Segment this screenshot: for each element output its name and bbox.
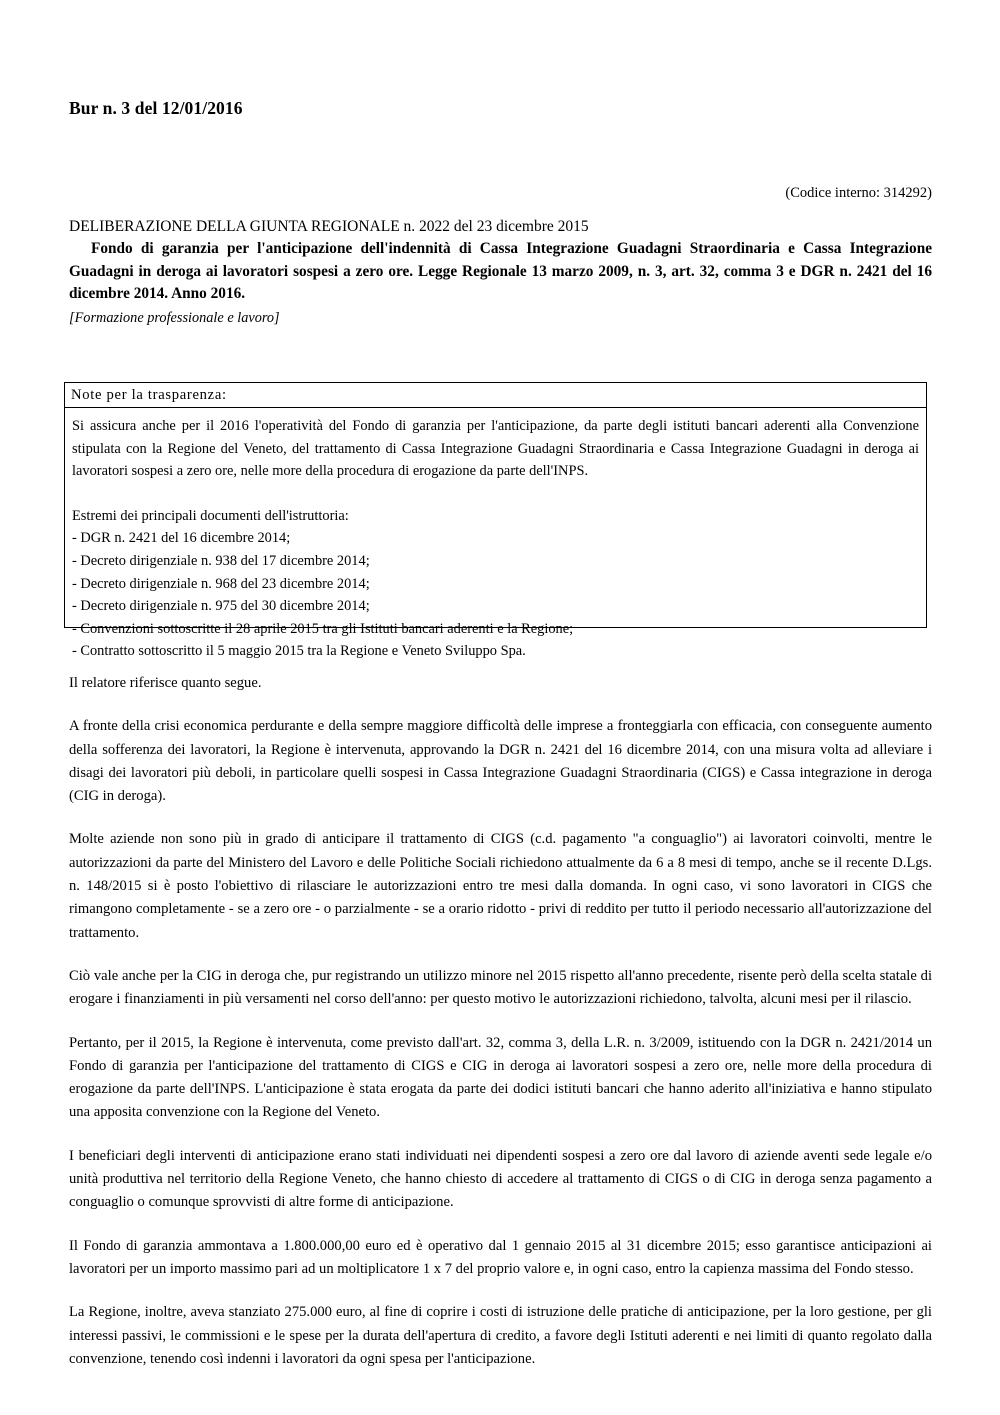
body-paragraph: Molte aziende non sono più in grado di anticipare il trattamento di CIGS (c.d. pagamento "a conguaglio") ai lavoratori coinvolti, mentre le autorizzazioni da parte del Ministero del Lavoro e delle Politiche Sociali richiedono attualmente da 6 a 8 mesi di tempo, anche se il recente D.Lgs. n. 148/2015 si è posto l'obiettivo di rilasciare le autorizzazioni entro tre mesi dalla domanda. In ogni caso, vi sono lavoratori in CIGS che rimangono completamente - se a zero ore - o parzialmente - se a orario ridotto - privi di reddito per tutto il periodo necessario all'autorizzazione del trattamento.: [69, 831, 932, 941]
documents-list-intro: Estremi dei principali documenti dell'istruttoria:: [72, 507, 349, 524]
deliberation-subject-title: Fondo di garanzia per l'anticipazione dell'indennità di Cassa Integrazione Guadagni Straordinaria e Cassa Integrazione Guadagni in deroga ai lavoratori sospesi a zero ore. Legge Regionale 13 marzo 2009, n. 3, art. 32, comma 3 e DGR n. 2421 del 16 dicembre 2014. Anno 2016.: [69, 240, 932, 302]
body-paragraph: Il relatore riferisce quanto segue.: [69, 675, 262, 691]
list-item: - Decreto dirigenziale n. 938 del 17 dicembre 2014;: [72, 552, 370, 569]
transparency-note-header: Note per la trasparenza:: [65, 383, 926, 408]
transparency-note-box: [64, 382, 927, 660]
bulletin-header: Bur n. 3 del 12/01/2016: [69, 98, 243, 118]
body-paragraph: La Regione, inoltre, aveva stanziato 275.000 euro, al fine di coprire i costi di istruzione delle pratiche di anticipazione, per la loro gestione, per gli interessi passivi, le commissioni e le spese per la durata dell'apertura di credito, a favore degli Istituti aderenti e nei limiti di quanto regolato dalla convenzione, tenendo così indenni i lavoratori da ogni spesa per l'anticipazione.: [69, 1304, 932, 1367]
list-item: - DGR n. 2421 del 16 dicembre 2014;: [72, 530, 291, 547]
deliberation-title-block: [69, 216, 932, 328]
body-paragraph: Il Fondo di garanzia ammontava a 1.800.000,00 euro ed è operativo dal 1 gennaio 2015 al 31 dicembre 2015; esso garantisce anticipazioni ai lavoratori per un importo massimo pari ad un moltiplicatore 1 x 7 del proprio valore e, in ogni caso, entro la capienza massima del Fondo stesso.: [69, 1237, 932, 1277]
deliberation-category: [Formazione professionale e lavoro]: [69, 309, 280, 326]
list-item: - Decreto dirigenziale n. 968 del 23 dicembre 2014;: [72, 575, 370, 592]
list-item: - Convenzioni sottoscritte il 28 aprile 2015 tra gli Istituti bancari aderenti e la Regione;: [72, 620, 574, 637]
list-item: - Contratto sottoscritto il 5 maggio 2015 tra la Regione e Veneto Sviluppo Spa.: [72, 643, 526, 660]
body-paragraph: Ciò vale anche per la CIG in deroga che, pur registrando un utilizzo minore nel 2015 rispetto all'anno precedente, risente però della scelta statale di erogare i finanziamenti in più versamenti nel corso dell'anno: per questo motivo le autorizzazioni richiedono, talvolta, alcuni mesi per il rilascio.: [69, 967, 932, 1008]
transparency-note-body: [65, 408, 926, 669]
documents-list: [72, 527, 919, 663]
body-paragraph: Pertanto, per il 2015, la Regione è intervenuta, come previsto dall'art. 32, comma 3, della L.R. n. 3/2009, istituendo con la DGR n. 2421/2014 un Fondo di garanzia per l'anticipazione del trattamento di CIGS e CIG in deroga ai lavoratori sospesi a zero ore, nelle more della procedura di erogazione da parte dell'INPS. L'anticipazione è stata erogata da parte dei dodici istituti bancari che hanno aderito all'iniziativa e hanno stipulato una apposita convenzione con la Regione del Veneto.: [69, 1034, 932, 1121]
transparency-note-paragraph: Si assicura anche per il 2016 l'operatività del Fondo di garanzia per l'anticipazione, da parte degli istituti bancari aderenti alla Convenzione stipulata con la Regione del Veneto, del trattamento di Cassa Integrazione Guadagni Straordinaria e Cassa Integrazione Guadagni in deroga ai lavoratori sospesi a zero ore, nelle more della procedura di erogazione da parte dell'INPS.: [72, 418, 919, 480]
body-paragraph: I beneficiari degli interventi di anticipazione erano stati individuati nei dipendenti sospesi a zero ore dal lavoro di aziende aventi sede legale e/o unità produttiva nel territorio della Regione Veneto, che hanno chiesto di accedere al trattamento di CIGS o di CIG in deroga senza pagamento a conguaglio o comunque sprovvisti di altre forme di anticipazione.: [69, 1147, 932, 1211]
body-paragraph: A fronte della crisi economica perdurante e della sempre maggiore difficoltà delle imprese a fronteggiarla con efficacia, con conseguente aumento della sofferenza dei lavoratori, la Regione è intervenuta, approvando la DGR n. 2421 del 16 dicembre 2014, con una misura volta ad alleviare i disagi dei lavoratori più deboli, in particolare quelli sospesi in Cassa Integrazione Guadagni Straordinaria (CIGS) e Cassa integrazione in deroga (CIG in deroga).: [69, 718, 932, 805]
note-spacer: [72, 483, 919, 505]
internal-code: (Codice interno: 314292): [785, 185, 932, 201]
list-item: - Decreto dirigenziale n. 975 del 30 dicembre 2014;: [72, 598, 370, 615]
deliberation-heading: DELIBERAZIONE DELLA GIUNTA REGIONALE n. 2022 del 23 dicembre 2015: [69, 218, 589, 235]
document-body: [69, 672, 932, 1371]
